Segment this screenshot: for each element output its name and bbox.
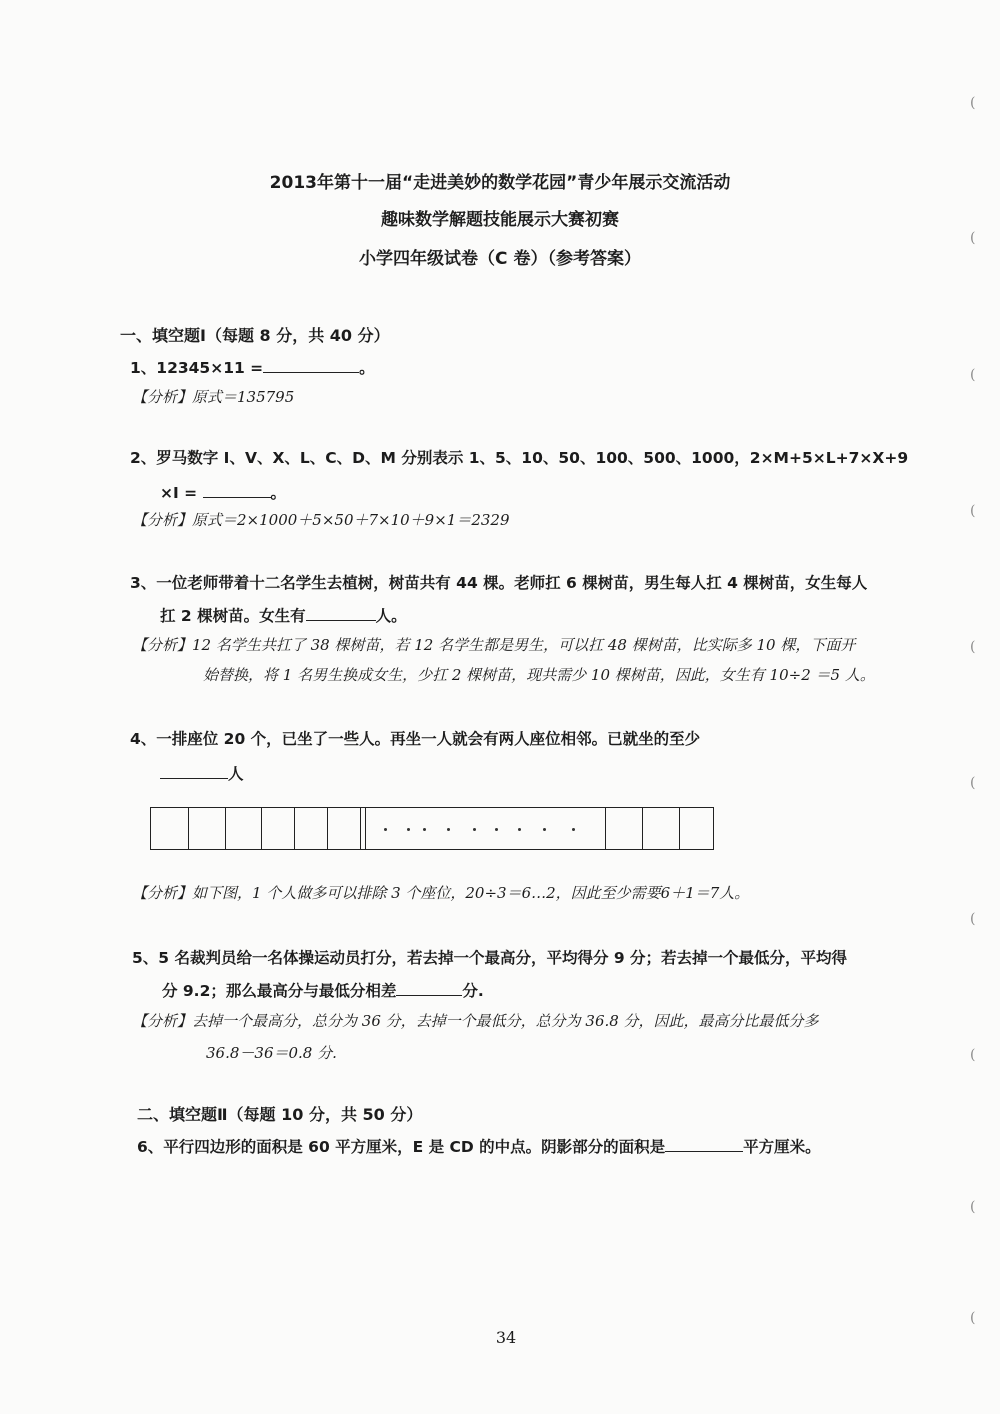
analysis-5-line1: 【分析】去掉一个最高分，总分为 36 分，去掉一个最低分，总分为 36.8 分，因此，最高分比最低分多 [132, 1012, 819, 1030]
question-2-end: 。 [270, 484, 287, 502]
question-5 [162, 979, 484, 1001]
answer-blank [263, 358, 359, 373]
ellipsis-dot [473, 828, 476, 831]
seat-row-diagram [150, 807, 714, 850]
question-5-line1: 5、5 名裁判员给一名体操运动员打分，若去掉一个最高分，平均得分 9 分；若去掉一个最低分，平均得 [132, 949, 848, 967]
seat-divider [360, 808, 361, 849]
answer-blank [396, 981, 462, 996]
question-3 [160, 604, 407, 626]
question-1-end: 。 [359, 359, 375, 377]
binding-mark: ( [970, 230, 976, 246]
exam-title-line3: 小学四年级试卷（C 卷）（参考答案） [359, 249, 641, 269]
ellipsis-dot [518, 828, 521, 831]
question-2 [160, 481, 286, 503]
ellipsis-dot [495, 828, 498, 831]
answer-blank [665, 1137, 743, 1152]
question-1-text: 1、12345×11 = [130, 359, 264, 377]
question-3-line1: 3、一位老师带着十二名学生去植树，树苗共有 44 棵。老师扛 6 棵树苗，男生每人扛 4 棵树苗，女生每人 [130, 574, 868, 592]
question-6-text: 6、平行四边形的面积是 60 平方厘米，E 是 CD 的中点。阴影部分的面积是 [137, 1138, 666, 1156]
analysis-1: 【分析】原式＝135795 [132, 388, 295, 406]
seat-divider [679, 808, 680, 849]
question-6 [137, 1135, 821, 1157]
question-1 [130, 356, 375, 378]
binding-mark: ( [970, 503, 976, 519]
ellipsis-dot [407, 828, 410, 831]
analysis-3-line1: 【分析】12 名学生共扛了 38 棵树苗，若 12 名学生都是男生，可以扛 48 棵树苗，比实际多 10 棵，下面开 [132, 636, 856, 654]
answer-blank [306, 606, 376, 621]
ellipsis-dot [423, 828, 426, 831]
page-number: 34 [495, 1328, 517, 1347]
analysis-4: 【分析】如下图，1 个人做多可以排除 3 个座位，20÷3＝6…2，因此至少需要6＋1＝7人。 [132, 884, 750, 902]
section1-title: 一、填空题Ⅰ（每题 8 分，共 40 分） [120, 326, 390, 345]
analysis-5-line2: 36.8－36＝0.8 分. [206, 1044, 337, 1062]
question-4 [160, 762, 244, 784]
binding-mark: ( [970, 911, 976, 927]
binding-mark: ( [970, 1199, 976, 1215]
answer-blank [160, 764, 228, 779]
ellipsis-dot [384, 828, 387, 831]
seat-divider [642, 808, 643, 849]
question-6-end: 平方厘米。 [743, 1138, 821, 1156]
question-4-end: 人 [228, 765, 244, 783]
question-2-line2: ×I = [160, 484, 198, 502]
ellipsis-dot [572, 828, 575, 831]
binding-mark: ( [970, 775, 976, 791]
question-5-line2: 分 9.2；那么最高分与最低分相差 [162, 982, 397, 1000]
question-3-line2: 扛 2 棵树苗。女生有 [160, 607, 306, 625]
seat-divider [294, 808, 295, 849]
seat-divider [261, 808, 262, 849]
binding-mark: ( [970, 639, 976, 655]
ellipsis-dot [447, 828, 450, 831]
seat-divider [327, 808, 328, 849]
question-5-end: 分. [462, 982, 484, 1000]
question-2-line1: 2、罗马数字 I、V、X、L、C、D、M 分别表示 1、5、10、50、100、500、1000，2×M+5×L+7×X+9 [130, 449, 909, 467]
exam-title-line2: 趣味数学解题技能展示大赛初赛 [381, 210, 619, 230]
binding-mark: ( [970, 1047, 976, 1063]
analysis-2: 【分析】原式＝2×1000＋5×50＋7×10＋9×1＝2329 [132, 511, 510, 529]
analysis-3-line2: 始替换，将 1 名男生换成女生，少扛 2 棵树苗，现共需少 10 棵树苗，因此，女生有 10÷2 ＝5 人。 [203, 666, 875, 684]
seat-divider [188, 808, 189, 849]
answer-blank [203, 483, 271, 498]
ellipsis-dot [543, 828, 546, 831]
seat-divider [365, 808, 366, 849]
exam-title-line1: 2013年第十一届“走进美妙的数学花园”青少年展示交流活动 [269, 173, 731, 193]
binding-mark: ( [970, 1310, 976, 1326]
question-3-end: 人。 [375, 607, 407, 625]
binding-mark: ( [970, 95, 976, 111]
section2-title: 二、填空题Ⅱ（每题 10 分，共 50 分） [137, 1105, 423, 1124]
seat-divider [225, 808, 226, 849]
binding-mark: ( [970, 367, 976, 383]
question-4-line1: 4、一排座位 20 个，已坐了一些人。再坐一人就会有两人座位相邻。已就坐的至少 [130, 730, 701, 748]
seat-divider [605, 808, 606, 849]
